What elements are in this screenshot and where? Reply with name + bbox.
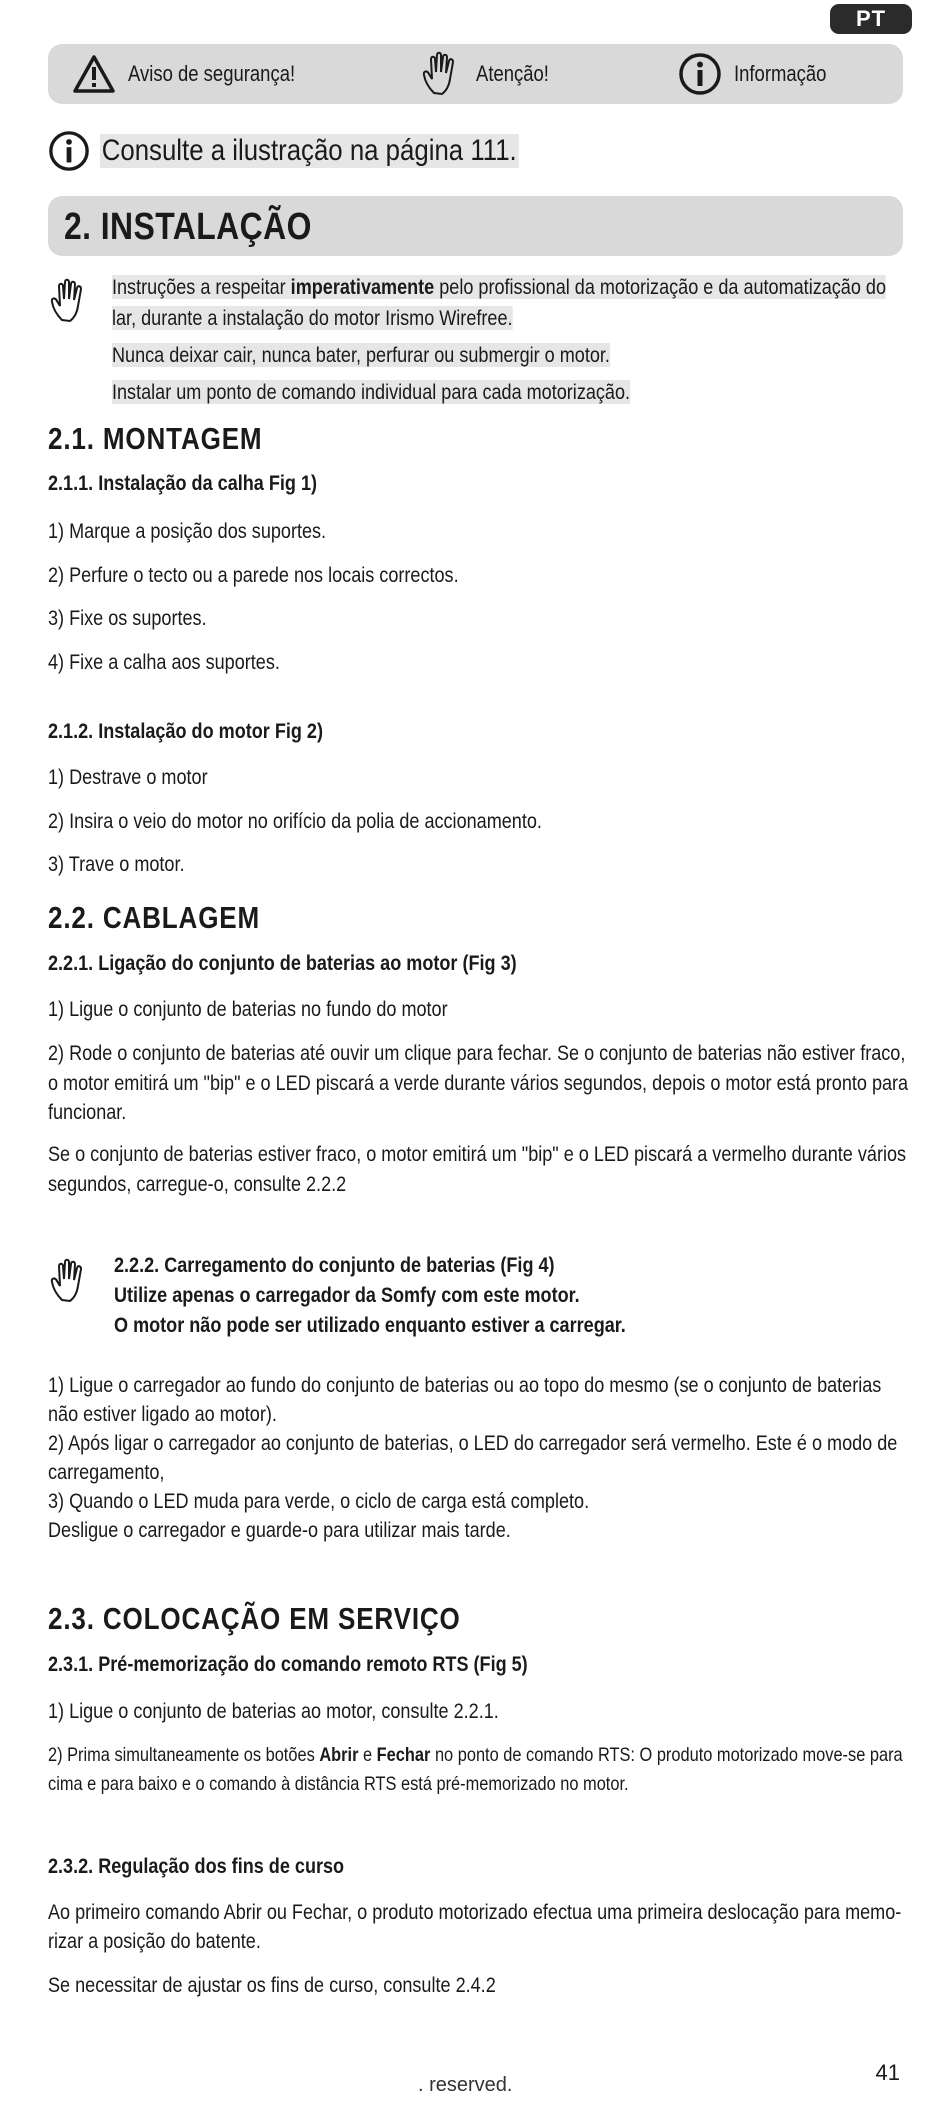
intro-line-4: Instalar um ponto de comando individual para cada motorização. [112,380,631,404]
info-circle-icon [678,52,722,96]
intro-line-3: Nunca deixar cair, nunca bater, perfurar ou submergir o motor. [112,343,610,367]
legend-info [678,44,844,104]
paragraph-line: 3) Quando o LED muda para verde, o ciclo de carga está completo. [48,1489,590,1513]
step-title: 2.1.2. Instalação do motor Fig 2) [48,719,323,743]
intro-bold: imperativamente [290,275,435,299]
note-line: O motor não pode ser utilizado enquanto estiver a carregar. [114,1313,626,1337]
step-item: 3) Fixe os suportes. [48,606,207,630]
subsection-title: 2.1. MONTAGEM [48,421,263,456]
step-title: 2.3.1. Pré-memorização do comando remoto RTS (Fig 5) [48,1652,528,1676]
legend-warning-label: Aviso de segurança! [128,61,296,86]
hand-icon [48,278,92,324]
paragraph-line: 1) Ligue o carregador ao fundo do conjunto de baterias ou ao topo do mesmo (se o conjunto de baterias [48,1373,882,1397]
note-line: Utilize apenas o carregador da Somfy com este motor. [114,1283,580,1307]
step-item: 1) Marque a posição dos suportes. [48,519,327,543]
step-title: 2.2.1. Ligação do conjunto de baterias ao motor (Fig 3) [48,951,517,975]
step-item: 4) Fixe a calha aos suportes. [48,650,280,674]
intro-line-1 [112,272,886,302]
footer-text: . reserved. [418,2074,513,2096]
step-item: 2) Insira o veio do motor no orifício da polia de accionamento. [48,809,542,833]
language-badge: PT [830,4,912,34]
paragraph: 1) Ligue o conjunto de baterias no fundo do motor [48,997,448,1021]
paragraph-line: 2) Prima simultaneamente os botões Abrir e Fechar no ponto de comando RTS: O produto motorizado move-se para [48,1744,903,1766]
paragraph-line: funcionar. [48,1100,127,1124]
step-title: 2.1.1. Instalação da calha Fig 1) [48,471,318,495]
step-item: 3) Trave o motor. [48,852,185,876]
legend-warning [72,44,327,104]
page-number: 41 [875,2060,900,2085]
subsection-title: 2.3. COLOCAÇÃO EM SERVIÇO [48,1601,461,1636]
symbol-legend [48,44,903,104]
paragraph-line: o motor emitirá um "bip" e o LED piscará a verde durante vários segundos, depois o motor está pronto para [48,1071,909,1095]
paragraph-line: cima e para baixo e o comando à distância RTS está pré-memorizado no motor. [48,1773,629,1795]
paragraph-line: Se necessitar de ajustar os fins de curso, consulte 2.4.2 [48,1973,496,1997]
consult-text: Consulte a ilustração na página 111. [101,134,517,167]
step-item: 1) Destrave o motor [48,765,208,789]
hand-icon [48,1258,92,1304]
hand-icon [420,51,464,97]
consult-note [48,130,587,172]
section-title: 2. INSTALAÇÃO [64,206,312,248]
legend-info-label: Informação [734,61,827,86]
legend-attention [420,44,563,104]
paragraph-line: 2) Rode o conjunto de baterias até ouvir um clique para fechar. Se o conjunto de baterias não estiver fraco, [48,1041,906,1065]
warning-triangle-icon [72,54,116,94]
paragraph-line: Ao primeiro comando Abrir ou Fechar, o produto motorizado efectua uma primeira deslocação para memo- [48,1900,902,1924]
intro-text: pelo profissional da motorização e da automatização do [434,275,887,299]
legend-attention-label: Atenção! [476,61,549,86]
paragraph-line: rizar a posição do batente. [48,1929,261,1953]
step-item: 2) Perfure o tecto ou a parede nos locais correctos. [48,563,459,587]
intro-line-2: lar, durante a instalação do motor Irismo Wirefree. [112,306,513,330]
paragraph-line: Se o conjunto de baterias estiver fraco, o motor emitirá um "bip" e o LED piscará a vermelho durante vários [48,1142,907,1166]
paragraph: 1) Ligue o conjunto de baterias ao motor, consulte 2.2.1. [48,1699,499,1723]
intro-text: Instruções a respeitar [112,275,291,299]
subsection-title: 2.2. CABLAGEM [48,900,261,935]
paragraph-line: segundos, carregue-o, consulte 2.2.2 [48,1172,347,1196]
paragraph-line: carregamento, [48,1460,165,1484]
paragraph-line: não estiver ligado ao motor). [48,1402,277,1426]
paragraph-line: Desligue o carregador e guarde-o para utilizar mais tarde. [48,1518,511,1542]
step-title: 2.2.2. Carregamento do conjunto de baterias (Fig 4) [114,1253,555,1277]
paragraph-line: 2) Após ligar o carregador ao conjunto de baterias, o LED do carregador será vermelho. Este é o modo de [48,1431,898,1455]
info-circle-icon [48,130,90,172]
step-title: 2.3.2. Regulação dos fins de curso [48,1854,345,1878]
